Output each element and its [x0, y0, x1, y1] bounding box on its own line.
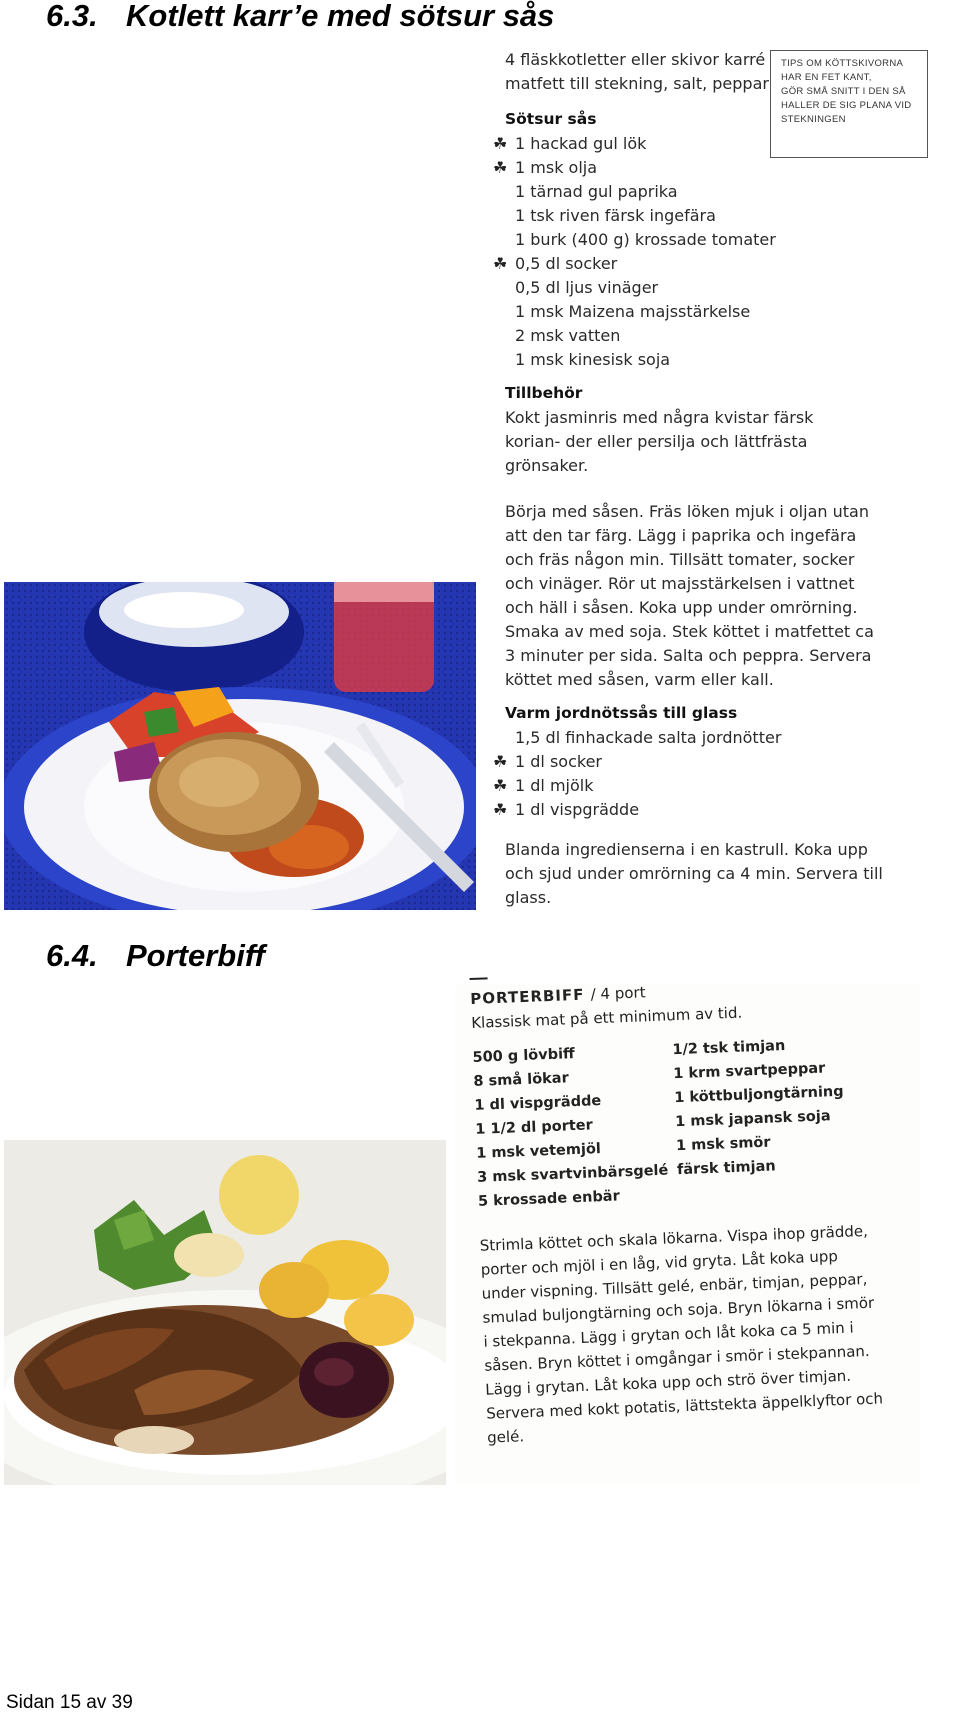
sauce-heading: Sötsur sås — [505, 110, 597, 128]
food-photo-kotlett — [4, 582, 476, 910]
section-title-6-4 — [46, 938, 265, 974]
section-number: 6.3. — [46, 0, 98, 33]
ingredient-item: 1,5 dl finhackade salta jordnötter — [515, 728, 782, 747]
ingredient-item: ☘ 1 dl vispgrädde — [505, 798, 925, 822]
instructions-text: Strimla köttet och skala lökarna. Vispa ihop grädde, porter och mjöl i en låg, vid gryta. Låt koka upp under vispning. Tillsätt gelé, enbär, timjan, peppar, smulad buljongtärning och soja. Bryn lökarna i smör i stekpanna. Lägg i grytan och låt koka ca 5 min i såsen. Bryn köttet i omgångar i smör i stekpannan. Lägg i grytan. Låt koka upp och strö över timjan. Servera med kokt potatis, lättstekta äppelklyftor och gelé. — [479, 1221, 884, 1447]
recipe-title: PORTERBIFF / 4 port — [470, 983, 646, 1008]
peanut-instructions: Blanda ingredienserna i en kastrull. Koka upp och sjud under omrörning ca 4 min. Servera till glass. — [505, 840, 883, 907]
peanut-heading: Varm jordnötssås till glass — [505, 704, 738, 722]
clover-icon: ☘ — [493, 776, 508, 795]
recipe-porterbiff — [470, 973, 937, 1450]
recipe-subtitle: Klassisk mat på ett minimum av tid. — [470, 1003, 743, 1032]
clover-icon: ☘ — [493, 254, 508, 273]
dash-mark — [470, 977, 488, 980]
clover-icon: ☘ — [493, 134, 508, 153]
clover-icon: ☘ — [493, 800, 508, 819]
section-number: 6.4. — [46, 938, 98, 973]
clover-icon: ☘ — [493, 752, 508, 771]
ingredient-item: ☘ 0,5 dl socker — [505, 252, 925, 276]
ingredient-item: ☘ 1 msk olja — [505, 156, 925, 180]
ingredients-right: 1/2 tsk timjan 1 krm svartpeppar 1 köttbuljongtärning 1 msk japansk soja 1 msk smör färsk timjan — [672, 1037, 844, 1179]
clover-icon: ☘ — [493, 158, 508, 177]
section-title-6-3 — [46, 0, 554, 34]
ingredient-item: ☘ 1 dl mjölk — [505, 774, 925, 798]
ingredient-item: 1 burk (400 g) krossade tomater — [515, 230, 776, 249]
section-title-text: Porterbiff — [126, 938, 265, 973]
page-footer: Sidan 15 av 39 — [6, 1692, 133, 1713]
side-text: Kokt jasminris med några kvistar färsk korian- der eller persilja och lättfrästa grönsaker. — [505, 408, 814, 475]
instructions-text: Börja med såsen. Fräs löken mjuk i oljan utan att den tar färg. Lägg i paprika och ingefära och fräs någon min. Tillsätt tomater, socker och vinäger. Rör ut majsstärkelsen i vattnet och häll i såsen. Koka upp under omrörning. Smaka av med soja. Stek köttet i matfettet ca 3 minuter per sida. Salta och peppra. Servera köttet med såsen, varm eller kall. — [505, 502, 874, 689]
intro-line: matfett till stekning, salt, peppar — [505, 74, 769, 93]
intro-line: 4 fläskkotletter eller skivor karré — [505, 50, 766, 69]
ingredient-item: 1 msk kinesisk soja — [515, 350, 671, 369]
ingredient-item: 0,5 dl ljus vinäger — [515, 278, 659, 297]
ingredient-item: ☘ 1 dl socker — [505, 750, 925, 774]
ingredient-item: 2 msk vatten — [515, 326, 621, 345]
ingredient-item: 1 msk Maizena majsstärkelse — [515, 302, 751, 321]
tip-box: TIPS OM KÖTTSKIVORNA HAR EN FET KANT, GÖR SMÅ SNITT I DEN SÅ HALLER DE SIG PLANA VID STEKNINGEN — [770, 50, 928, 158]
ingredient-item: 1 tärnad gul paprika — [515, 182, 678, 201]
food-photo-porterbiff — [4, 1140, 446, 1485]
section-title-text: Kotlett karr’e med sötsur sås — [126, 0, 555, 33]
ingredients — [472, 1029, 928, 1214]
ingredients-left: 500 g lövbiff 8 små lökar 1 dl vispgrädde 1 1/2 dl porter 1 msk vetemjöl 3 msk svartvinbärsgelé 5 krossade enbär — [472, 1046, 669, 1210]
ingredient-item: ☘ 1 hackad gul lök — [505, 132, 925, 156]
ingredient-item: 1 tsk riven färsk ingefära — [515, 206, 716, 225]
recipe-kotlett — [493, 48, 925, 910]
side-heading: Tillbehör — [505, 384, 583, 402]
